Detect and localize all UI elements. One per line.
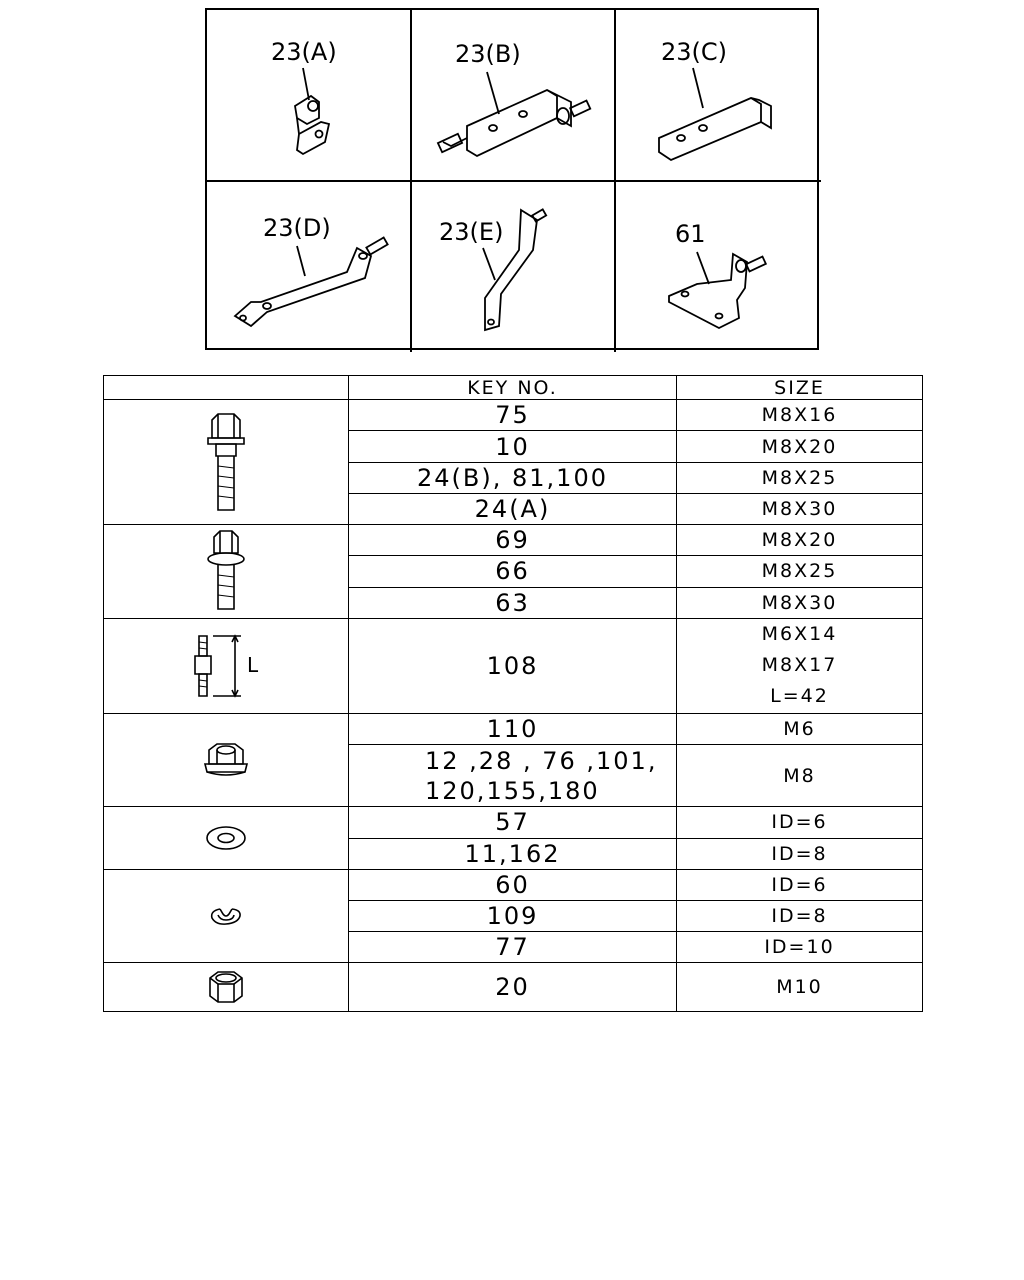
bracket-23b <box>438 40 590 156</box>
header-icon-column <box>104 376 349 400</box>
size-cell: M8X30 <box>677 587 923 618</box>
size-cell: M8 <box>677 744 923 806</box>
size-cell: M8X16 <box>677 400 923 431</box>
key-line: 120,155,180 <box>425 776 600 805</box>
table-row <box>104 807 923 838</box>
key-no-cell: 77 <box>349 932 677 963</box>
key-no-cell: 24(B), 81,100 <box>349 462 677 493</box>
key-no-cell: 57 <box>349 807 677 838</box>
size-cell: M8X30 <box>677 493 923 524</box>
key-no-cell: 108 <box>349 618 677 713</box>
size-cell: ID=6 <box>677 869 923 900</box>
size-cell: ID=10 <box>677 932 923 963</box>
callout-23e: 23(E) <box>439 218 504 246</box>
size-cell: M8X25 <box>677 462 923 493</box>
bracket-23d <box>235 214 388 326</box>
key-no-cell: 24(A) <box>349 493 677 524</box>
retaining-clip-icon <box>104 869 349 963</box>
key-no-cell: 63 <box>349 587 677 618</box>
callout-23d: 23(D) <box>263 214 331 242</box>
callout-61: 61 <box>675 220 706 248</box>
callout-23c: 23(C) <box>661 38 728 66</box>
key-no-cell: 11,162 <box>349 838 677 869</box>
hex-nut-icon <box>104 963 349 1012</box>
key-line: 12 ,28 , 76 ,101, <box>425 746 658 775</box>
key-no-cell: 66 <box>349 556 677 587</box>
size-cell: ID=8 <box>677 900 923 931</box>
washer-bolt-icon <box>104 525 349 619</box>
callout-23b: 23(B) <box>455 40 521 68</box>
table-row <box>104 963 923 1012</box>
table-row <box>104 400 923 431</box>
size-cell: M8X25 <box>677 556 923 587</box>
size-cell: M10 <box>677 963 923 1012</box>
key-no-cell: 109 <box>349 900 677 931</box>
size-cell: M8X20 <box>677 525 923 556</box>
dimension-label: L <box>247 652 261 677</box>
callout-23a: 23(A) <box>271 38 337 66</box>
key-no-cell: 75 <box>349 400 677 431</box>
size-cell: M6 <box>677 713 923 744</box>
key-no-cell: 110 <box>349 713 677 744</box>
bracket-23e <box>439 209 546 330</box>
header-size: SIZE <box>677 376 923 400</box>
bracket-23a <box>271 38 337 154</box>
bracket-diagram <box>207 10 821 352</box>
fastener-table <box>103 375 923 1012</box>
table-row <box>104 525 923 556</box>
size-line: M8X17 <box>761 654 838 677</box>
size-cell: M8X20 <box>677 431 923 462</box>
stud-bolt-icon <box>104 618 349 713</box>
size-line: L=42 <box>770 685 829 708</box>
bracket-23c <box>659 38 771 160</box>
key-no-cell: 69 <box>349 525 677 556</box>
flange-nut-icon <box>104 713 349 807</box>
bracket-diagram-grid <box>205 8 819 350</box>
size-cell: ID=6 <box>677 807 923 838</box>
table-row <box>104 618 923 713</box>
size-line: M6X14 <box>761 623 838 646</box>
table-header-row <box>104 376 923 400</box>
table-row <box>104 713 923 744</box>
key-no-cell: 60 <box>349 869 677 900</box>
key-no-cell: 20 <box>349 963 677 1012</box>
table-row <box>104 869 923 900</box>
header-key-no: KEY NO. <box>349 376 677 400</box>
key-no-cell: 10 <box>349 431 677 462</box>
size-cell <box>677 618 923 713</box>
flange-bolt-icon <box>104 400 349 525</box>
bracket-61 <box>669 220 766 328</box>
size-cell: ID=8 <box>677 838 923 869</box>
flat-washer-icon <box>104 807 349 869</box>
key-no-cell <box>349 744 677 806</box>
